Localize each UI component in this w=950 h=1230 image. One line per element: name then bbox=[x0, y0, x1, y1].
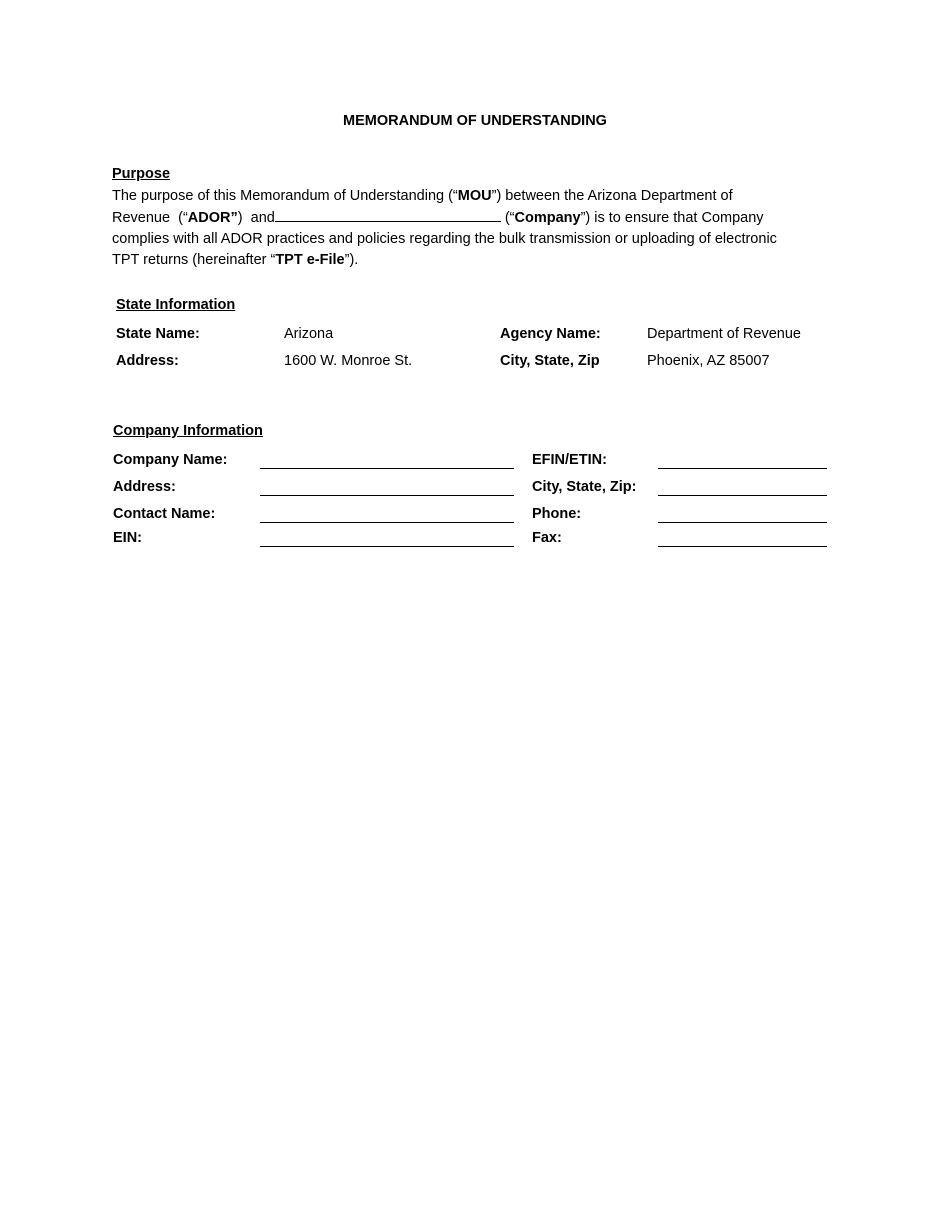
purpose-text: ”) between the Arizona Department of bbox=[491, 188, 733, 204]
purpose-line-2 bbox=[112, 207, 832, 229]
company-term: Company bbox=[514, 210, 581, 226]
mou-term: MOU bbox=[457, 188, 492, 204]
fax-field[interactable] bbox=[658, 546, 827, 547]
company-city-field[interactable] bbox=[658, 495, 827, 496]
agency-name-label: Agency Name: bbox=[500, 326, 601, 342]
contact-name-field[interactable] bbox=[260, 522, 514, 523]
purpose-line-3: complies with all ADOR practices and policies regarding the bulk transmission or uploading of electronic bbox=[112, 231, 777, 247]
purpose-line-1 bbox=[112, 186, 832, 207]
state-address-label: Address: bbox=[116, 353, 179, 369]
state-info-heading: State Information bbox=[116, 297, 236, 313]
company-address-field[interactable] bbox=[260, 495, 514, 496]
state-name-label: State Name: bbox=[116, 326, 200, 342]
efin-field[interactable] bbox=[658, 468, 827, 469]
contact-name-label: Contact Name: bbox=[113, 506, 216, 522]
company-name-field[interactable] bbox=[260, 468, 514, 469]
document-title: MEMORANDUM OF UNDERSTANDING bbox=[343, 113, 607, 129]
company-name-blank[interactable] bbox=[275, 207, 501, 222]
ein-label: EIN: bbox=[113, 530, 142, 546]
state-name-value: Arizona bbox=[284, 326, 334, 342]
purpose-heading: Purpose bbox=[112, 166, 171, 182]
efin-label: EFIN/ETIN: bbox=[532, 452, 607, 468]
purpose-text: (“ bbox=[178, 210, 188, 226]
fax-label: Fax: bbox=[532, 530, 562, 546]
company-address-label: Address: bbox=[113, 479, 176, 495]
state-city-value: Phoenix, AZ 85007 bbox=[647, 353, 770, 369]
purpose-text: TPT returns (hereinafter “ bbox=[112, 252, 276, 268]
company-info-heading: Company Information bbox=[113, 423, 263, 439]
ador-term: ADOR” bbox=[187, 210, 238, 226]
purpose-line-4 bbox=[112, 250, 832, 271]
agency-name-value: Department of Revenue bbox=[647, 326, 801, 342]
ein-field[interactable] bbox=[260, 546, 514, 547]
tpt-efile-term: TPT e-File bbox=[275, 252, 345, 268]
state-address-value: 1600 W. Monroe St. bbox=[284, 353, 413, 369]
purpose-text: ”). bbox=[344, 252, 359, 268]
state-city-label: City, State, Zip bbox=[500, 353, 600, 369]
purpose-paragraph bbox=[112, 186, 832, 271]
purpose-text: and bbox=[250, 210, 275, 226]
purpose-text: The purpose of this Memorandum of Understanding (“ bbox=[112, 188, 458, 204]
company-name-label: Company Name: bbox=[113, 452, 228, 468]
company-city-label: City, State, Zip: bbox=[532, 479, 637, 495]
purpose-text: ”) is to ensure that Company bbox=[580, 210, 764, 226]
purpose-text: ) bbox=[237, 210, 243, 226]
phone-label: Phone: bbox=[532, 506, 582, 522]
phone-field[interactable] bbox=[658, 522, 827, 523]
purpose-text: (“ bbox=[504, 210, 515, 226]
purpose-text: Revenue bbox=[112, 210, 171, 226]
